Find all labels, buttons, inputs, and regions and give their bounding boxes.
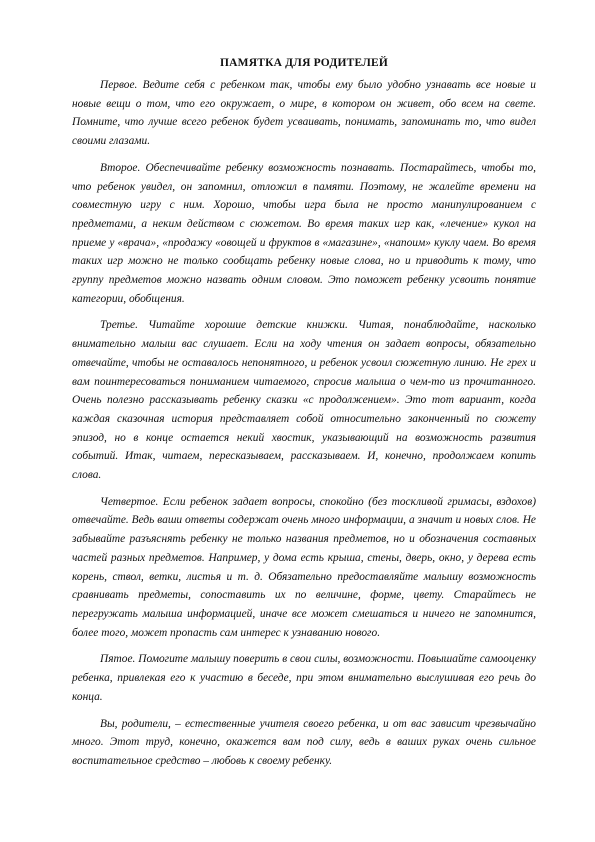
page-title: ПАМЯТКА ДЛЯ РОДИТЕЛЕЙ bbox=[219, 57, 389, 69]
paragraph-fifth: Пятое. Помогите малышу поверить в свои силы, возможности. Повышайте самооценку ребенка, привлекая его к участию в беседе, при этом внимательно выслушивая его речь до конца. bbox=[72, 653, 536, 703]
paragraph-fourth: Четвертое. Если ребенок задает вопросы, спокойно (без тоскливой гримасы, вздохов) отвечайте. Ведь ваши ответы содержат очень много информации, а значит и новых слов. Не забывайте разъяснять ребенку не только названия предметов, но и обозначения составных частей разных предметов. Например, у дома есть крыша, стены, дверь, окно, у дерева есть корень, ствол, ветки, листья и т. д. Обязательно предоставляйте малышу возможность сравнивать предметы, сопоставить их по величине, форме, цвету. Старайтесь не перегружать малыша информацией, иначе все может смешаться и ничего не запомнится, более того, может пропасть сам интерес к узнаванию нового. bbox=[72, 495, 536, 639]
document-page bbox=[72, 56, 536, 779]
paragraph-third: Третье. Читайте хорошие детские книжки. Читая, понаблюдайте, насколько внимательно малыш вас слушает. Если на ходу чтения он задает вопросы, обязательно отвечайте, чтобы не оставалось непонятного, и ребенок усвоил сюжетную линию. Не грех и вам поинтересоваться пониманием читаемого, спросив малыша о чем-то из прочитанного. Очень полезно рассказывать ребенку сказки «с продолжением». Это тот вариант, когда каждая сказочная история представляет собой относительно законченный по сюжету эпизод, но в конце остается некий хвостик, указывающий на возможность развития событий. Итак, читаем, пересказываем, рассказываем. И, конечно, продолжаем копить слова. bbox=[72, 319, 536, 482]
paragraph-first: Первое. Ведите себя с ребенком так, чтобы ему было удобно узнавать все новые и новые вещи о том, что его окружает, о мире, в котором он живет, обо всем на свете. Помните, что лучше всего ребенок будет усваивать, понимать, запоминать то, что видел своими глазами. bbox=[72, 79, 536, 148]
paragraph-second: Второе. Обеспечивайте ребенку возможность познавать. Постарайтесь, чтобы то, что ребенок увидел, он запомнил, отложил в памяти. Поэтому, не жалейте времени на совместную игру с ним. Хорошо, чтобы игра была не просто манипулированием с предметами, а неким действом с сюжетом. Во время таких игр как, «лечение» кукол на приеме у «врача», «продажу «овощей и фруктов в «магазине», «напоим» куклу чаем. Во время таких игр можно не только сообщать ребенку новые слова, но и приводить к тому, что группу предметов можно назвать одним словом. Это поможет ребенку усвоить понятие категории, обобщения. bbox=[72, 161, 536, 305]
paragraph-conclusion: Вы, родители, – естественные учителя своего ребенка, и от вас зависит чрезвычайно много. Этот труд, конечно, окажется вам под силу, ведь в ваших руках очень сильное воспитательное средство – любовь к своему ребенку. bbox=[72, 717, 536, 767]
